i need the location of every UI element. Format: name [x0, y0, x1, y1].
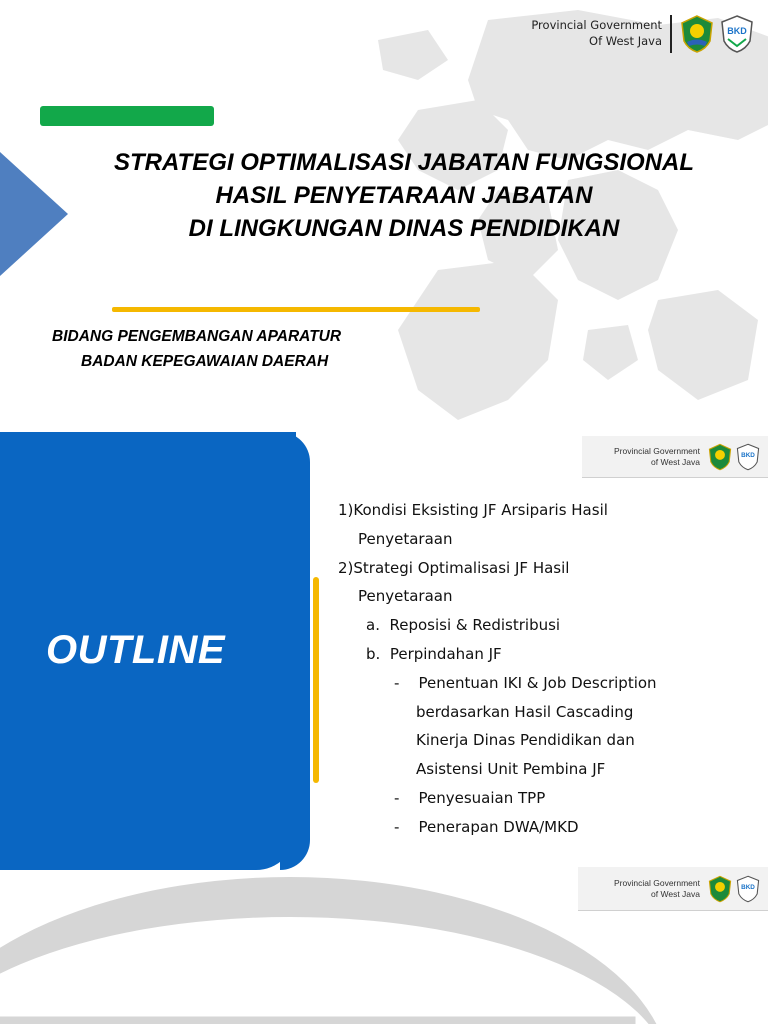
card-org-name-bottom	[614, 878, 700, 899]
list-item: Kinerja Dinas Pendidikan dan	[416, 731, 635, 750]
bkd-logo-text: BKD	[741, 451, 755, 459]
list-item: 2)Strategi Optimalisasi JF Hasil	[338, 558, 570, 577]
west-java-emblem-icon	[680, 15, 714, 53]
subtitle-line-2: BADAN KEPEGAWAIAN DAERAH	[81, 353, 329, 370]
accent-vertical-line	[313, 577, 319, 783]
title-slide	[0, 0, 768, 432]
card-line-1: Provincial Government	[614, 445, 700, 456]
title-line-1: STRATEGI OPTIMALISASI JABATAN FUNGSIONAL	[114, 149, 694, 176]
card-line-1-bottom: Provincial Government	[614, 877, 700, 888]
logo-card-top	[582, 436, 768, 478]
list-item: b. Perpindahan JF	[366, 644, 502, 663]
bkd-logo-icon	[736, 875, 760, 903]
outline-slide	[0, 432, 768, 1024]
bkd-logo-icon	[720, 15, 754, 53]
accent-green-bar	[40, 106, 214, 126]
subtitle-line-1: BIDANG PENGEMBANGAN APARATUR	[52, 328, 342, 345]
org-line-2: Of West Java	[589, 34, 662, 48]
title-line-3: DI LINGKUNGAN DINAS PENDIDIKAN	[188, 215, 620, 242]
list-item: a. Reposisi & Redistribusi	[366, 616, 561, 635]
org-line-1: Provincial Government	[531, 18, 662, 33]
west-java-emblem-icon	[708, 875, 732, 903]
outline-title: OUTLINE	[46, 628, 226, 672]
list-item: Penyetaraan	[358, 529, 453, 548]
logo-card-bottom	[578, 867, 768, 911]
list-item: - Penyesuaian TPP	[394, 788, 546, 807]
list-item: berdasarkan Hasil Cascading	[416, 702, 634, 721]
bkd-logo-text: BKD	[727, 26, 747, 36]
header-logo-block	[531, 14, 754, 54]
west-java-emblem-icon	[708, 443, 732, 471]
list-item: Penyetaraan	[358, 587, 453, 606]
outline-list	[338, 496, 657, 842]
list-item: - Penerapan DWA/MKD	[394, 817, 579, 836]
accent-yellow-line	[112, 307, 480, 312]
card-line-2: of West Java	[651, 456, 700, 467]
bkd-logo-icon	[736, 443, 760, 471]
list-item: 1)Kondisi Eksisting JF Arsiparis Hasil	[338, 501, 608, 519]
slide-title	[40, 146, 768, 245]
logo-divider	[670, 15, 672, 53]
card-org-name	[614, 446, 700, 467]
outline-panel	[0, 432, 296, 870]
card-line-2-bottom: of West Java	[651, 888, 700, 899]
decorative-arc	[0, 877, 670, 1024]
org-name	[531, 18, 662, 49]
title-line-2: HASIL PENYETARAAN JABATAN	[215, 182, 593, 209]
bkd-logo-text: BKD	[741, 883, 755, 891]
list-item: Asistensi Unit Pembina JF	[416, 760, 606, 779]
list-item: - Penentuan IKI & Job Description	[394, 673, 657, 692]
